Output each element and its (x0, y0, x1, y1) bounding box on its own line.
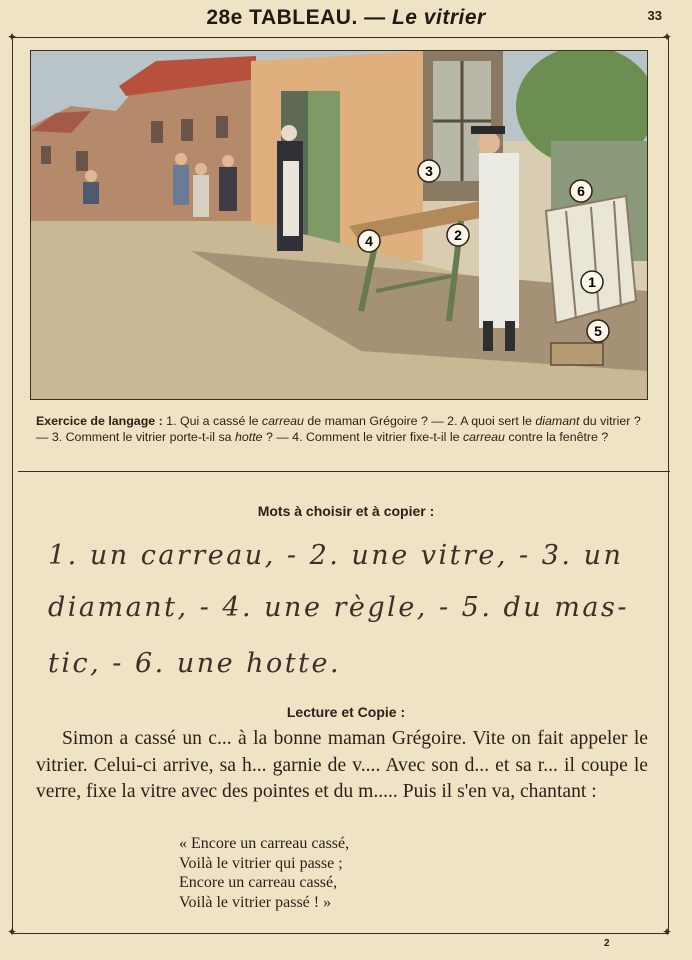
exercise-keyword: diamant (535, 414, 580, 428)
song-line: Encore un carreau cassé, (179, 874, 338, 891)
song-line: Voilà le vitrier qui passe ; (179, 854, 343, 872)
corner-ornament-icon: ✦ (7, 30, 18, 44)
song-line: Voilà le vitrier passé ! » (179, 893, 332, 911)
script-line-1: 1. un carreau, - 2. une vitre, - 3. un (48, 540, 624, 571)
callout-5 (587, 320, 609, 342)
callout-6 (570, 180, 592, 202)
song-line: « Encore un carreau cassé, (179, 835, 350, 852)
exercise-text: contre la fenêtre ? (504, 430, 609, 444)
script-line-2: diamant, - 4. une règle, - 5. du mas- (48, 592, 629, 623)
child-figure (173, 165, 189, 205)
callout-2 (447, 224, 469, 246)
corner-ornament-icon: ✦ (662, 30, 673, 44)
corner-ornament-icon: ✦ (662, 925, 673, 939)
exercise-lead: Exercice de langage : (36, 414, 163, 428)
footer-signature-mark: 2 (604, 938, 610, 949)
running-boy (83, 182, 99, 204)
page-title (0, 6, 692, 30)
corner-ornament-icon: ✦ (7, 925, 18, 939)
song-verse (179, 834, 349, 912)
svg-text:6: 6 (577, 183, 585, 199)
putty-box (551, 343, 603, 365)
exercise-keyword: carreau (261, 414, 304, 428)
svg-text:1: 1 (588, 274, 596, 290)
exercise-text: 1. Qui a cassé le (162, 414, 262, 428)
callout-1 (581, 271, 603, 293)
exercise-text: du vitrier ? — 3. Comment le vitrier porte-t-il sa (36, 414, 641, 444)
reading-heading: Lecture et Copie : (286, 704, 406, 720)
section-divider (18, 471, 670, 472)
title-prefix: 28e TABLEAU. (206, 6, 358, 29)
exercise-text: ? — 4. Comment le vitrier fixe-t-il le (262, 430, 463, 444)
title-italic: Le vitrier (391, 6, 486, 29)
svg-text:4: 4 (365, 233, 373, 249)
callout-3 (418, 160, 440, 182)
script-line-3: tic, - 6. une hotte. (48, 648, 342, 679)
svg-text:5: 5 (594, 323, 602, 339)
words-heading: Mots à choisir et à copier : (257, 503, 435, 519)
reading-paragraph (36, 726, 648, 806)
page-number: 33 (647, 8, 662, 23)
exercise-keyword: carreau (462, 430, 505, 444)
callout-4 (358, 230, 380, 252)
reading-text: Simon a cassé un c... à la bonne maman Grégoire. Vite on fait appeler le vitrier. Celui-ci arrive, sa h... garnie de v.... Avec son d... et sa r... il coupe le verre, fixe la vitre avec des pointes et du m..... Puis il s'en va, chantant : (36, 728, 648, 802)
svg-text:3: 3 (425, 163, 433, 179)
exercise-text: de maman Grégoire ? — 2. A quoi sert le (303, 414, 536, 428)
exercise-questions (36, 413, 648, 445)
title-dash: — (357, 6, 392, 29)
svg-text:2: 2 (454, 227, 462, 243)
glazier (479, 153, 519, 328)
exercise-keyword: hotte (235, 430, 263, 444)
illustration-glazier (30, 50, 648, 400)
glazier-hat (471, 126, 505, 134)
